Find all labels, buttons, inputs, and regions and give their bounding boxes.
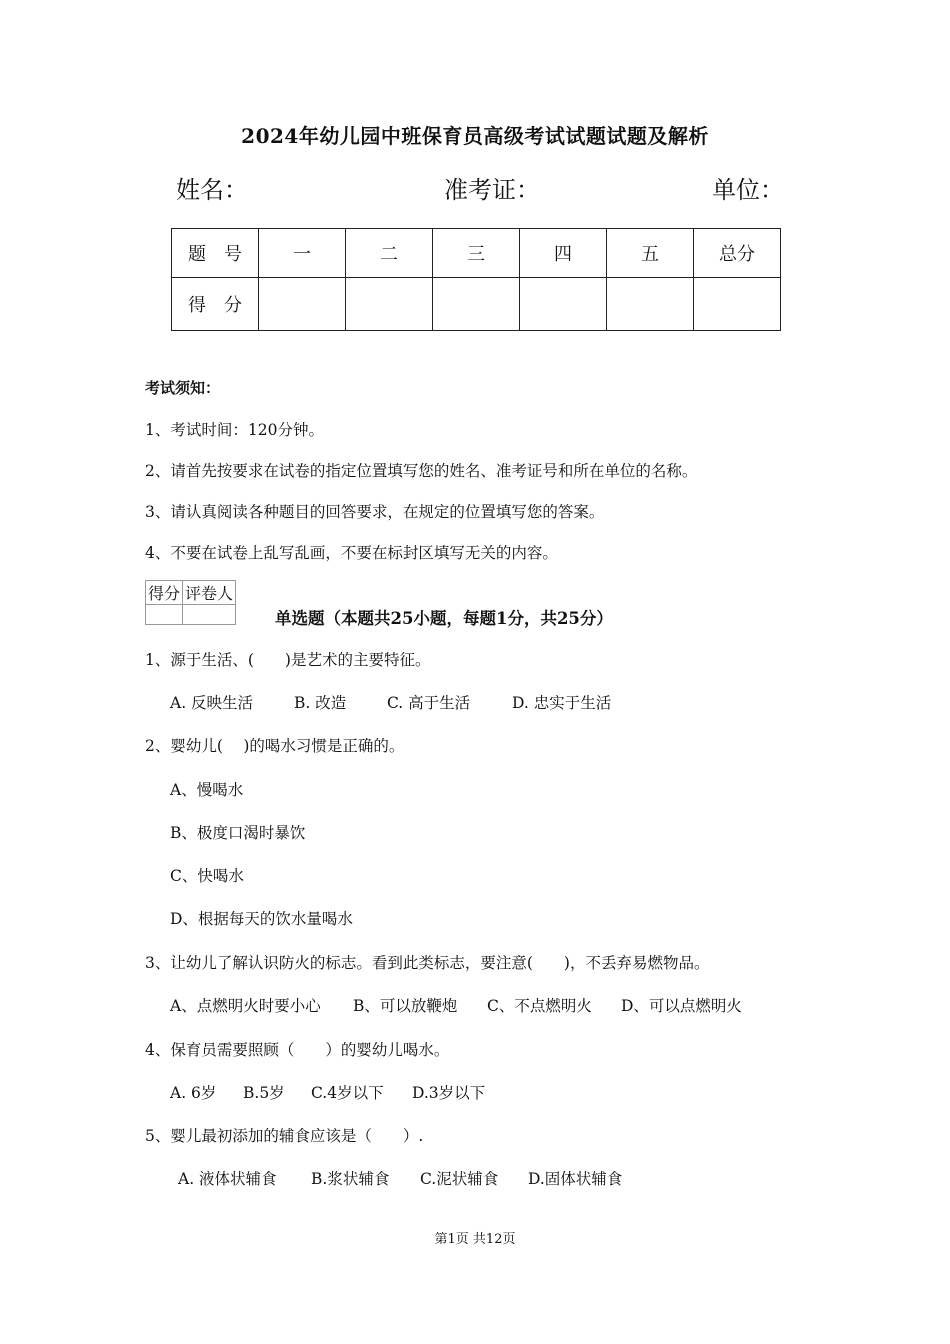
grader-score-cell[interactable] (146, 605, 183, 625)
question-option: D、根据每天的饮水量喝水 (170, 910, 353, 928)
score-table-header-cell: 三 (433, 229, 520, 278)
question-stem: 4、保育员需要照顾（ ）的婴幼儿喝水。 (145, 1041, 450, 1059)
question-option: B.浆状辅食 (311, 1170, 390, 1188)
question-option: A、慢喝水 (170, 781, 244, 799)
grader-box (145, 580, 236, 625)
question-option: D.固体状辅食 (528, 1170, 623, 1188)
unit-label: 单位： (712, 176, 784, 204)
score-table-header-cell: 五 (607, 229, 694, 278)
score-cell[interactable] (694, 278, 781, 331)
note-item: 3、请认真阅读各种题目的回答要求，在规定的位置填写您的答案。 (145, 503, 605, 521)
question-stem: 5、婴儿最初添加的辅食应该是（ ）. (145, 1127, 424, 1145)
question-option: B、极度口渴时暴饮 (170, 824, 306, 842)
score-cell[interactable] (607, 278, 694, 331)
score-cell[interactable] (520, 278, 607, 331)
score-table (171, 228, 781, 331)
note-item: 1、考试时间：120分钟。 (145, 421, 324, 439)
score-table-header-cell: 一 (259, 229, 346, 278)
question-option: A、点燃明火时要小心 (170, 997, 321, 1015)
question-stem: 2、婴幼儿( )的喝水习惯是正确的。 (145, 737, 405, 755)
score-table-header-cell: 二 (346, 229, 433, 278)
question-option: C.泥状辅食 (420, 1170, 499, 1188)
question-option: B. 改造 (294, 694, 347, 712)
score-table-header-cell: 四 (520, 229, 607, 278)
question-option: D. 忠实于生活 (512, 694, 612, 712)
question-stem: 3、让幼儿了解认识防火的标志。看到此类标志，要注意( )，不丢弃易燃物品。 (145, 954, 710, 972)
question-option: A. 反映生活 (170, 694, 254, 712)
question-option: C、快喝水 (170, 867, 244, 885)
grader-name-cell[interactable] (183, 605, 236, 625)
score-table-header-cell: 题 号 (172, 229, 259, 278)
question-option: A. 液体状辅食 (178, 1170, 277, 1188)
name-label: 姓名： (176, 176, 248, 204)
score-cell[interactable] (433, 278, 520, 331)
question-option: C. 高于生活 (387, 694, 471, 712)
question-option: D、可以点燃明火 (621, 997, 742, 1015)
grader-name-label: 评卷人 (183, 581, 236, 605)
grader-score-label: 得分 (146, 581, 183, 605)
exam-title: 2024年幼儿园中班保育员高级考试试题试题及解析 (241, 124, 709, 148)
question-option: D.3岁以下 (412, 1084, 486, 1102)
score-cell[interactable] (346, 278, 433, 331)
question-option: B、可以放鞭炮 (353, 997, 458, 1015)
note-item: 2、请首先按要求在试卷的指定位置填写您的姓名、准考证号和所在单位的名称。 (145, 462, 698, 480)
question-option: C、不点燃明火 (487, 997, 592, 1015)
score-row-label: 得 分 (172, 278, 259, 331)
question-option: C.4岁以下 (311, 1084, 384, 1102)
exam-id-label: 准考证： (444, 176, 540, 204)
score-table-header-cell: 总分 (694, 229, 781, 278)
section-title: 单选题（本题共25小题，每题1分，共25分） (275, 609, 613, 628)
question-option: B.5岁 (243, 1084, 285, 1102)
question-stem: 1、源于生活、( )是艺术的主要特征。 (145, 651, 431, 669)
page-footer: 第1页 共12页 (434, 1232, 516, 1247)
question-option: A. 6岁 (170, 1084, 217, 1102)
note-item: 4、不要在试卷上乱写乱画，不要在标封区填写无关的内容。 (145, 544, 558, 562)
notes-title: 考试须知： (145, 379, 221, 397)
score-cell[interactable] (259, 278, 346, 331)
